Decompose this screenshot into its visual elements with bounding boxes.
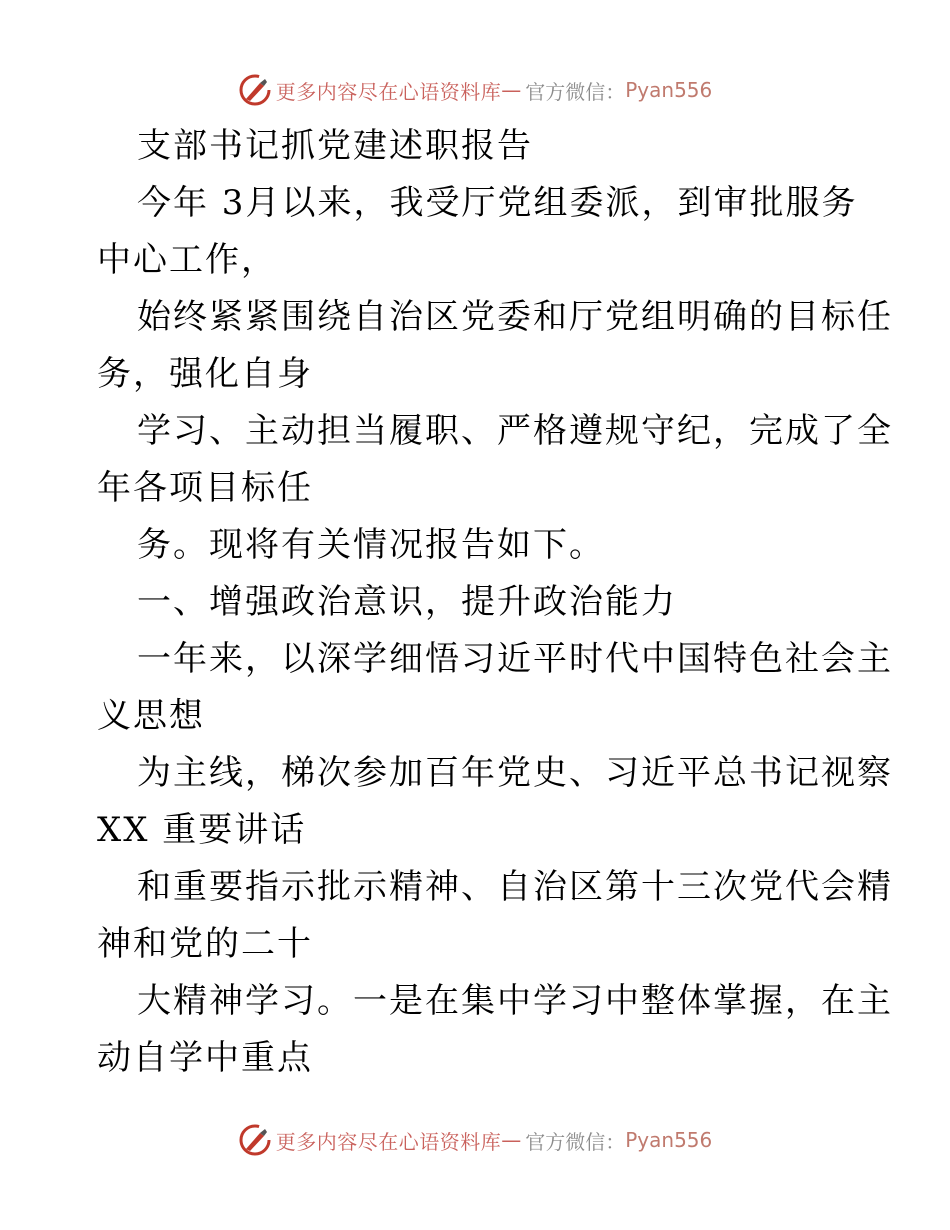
document-title: 支部书记抓党建述职报告: [137, 126, 533, 166]
document-line: 务，强化自身: [97, 354, 313, 394]
document-line: 大精神学习。一是在集中学习中整体掌握，在主: [137, 981, 893, 1021]
watermark-text: 更多内容尽在心语资料库: [275, 79, 502, 104]
document-line: 年各项目标任: [97, 468, 313, 508]
watermark-dash: —: [501, 1128, 522, 1152]
document-line: 今年 3月以来，我受厅党组委派，到审批服务: [137, 183, 858, 223]
watermark-wechat-label: 官方微信：: [525, 1129, 626, 1154]
document-line: 务。现将有关情况报告如下。: [137, 525, 605, 565]
document-line: 和重要指示批示精神、自治区第十三次党代会精: [137, 867, 893, 907]
document-line: XX 重要讲话: [97, 810, 307, 850]
document-line: 一年来，以深学细悟习近平时代中国特色社会主: [137, 639, 893, 679]
watermark-header: [0, 72, 950, 108]
watermark-footer: [0, 1122, 950, 1158]
watermark-dash: —: [501, 78, 522, 102]
document-line: 神和党的二十: [97, 924, 313, 964]
watermark-wechat-id: Pyan556: [625, 1128, 713, 1152]
document-line: 中心工作，: [97, 240, 277, 280]
document-line: 始终紧紧围绕自治区党委和厅党组明确的目标任: [137, 297, 893, 337]
watermark-logo-icon: [238, 1123, 272, 1157]
document-line: 动自学中重点: [97, 1038, 313, 1078]
document-body: [97, 118, 893, 1087]
document-line: 一、增强政治意识，提升政治能力: [137, 582, 677, 622]
watermark-wechat-id: Pyan556: [625, 78, 713, 102]
document-line: 为主线，梯次参加百年党史、习近平总书记视察: [137, 753, 893, 793]
watermark-wechat-label: 官方微信：: [525, 79, 626, 104]
watermark-logo-icon: [238, 73, 272, 107]
document-line: 义思想: [97, 696, 205, 736]
document-line: 学习、主动担当履职、严格遵规守纪，完成了全: [137, 411, 893, 451]
watermark-text: 更多内容尽在心语资料库: [275, 1129, 502, 1154]
